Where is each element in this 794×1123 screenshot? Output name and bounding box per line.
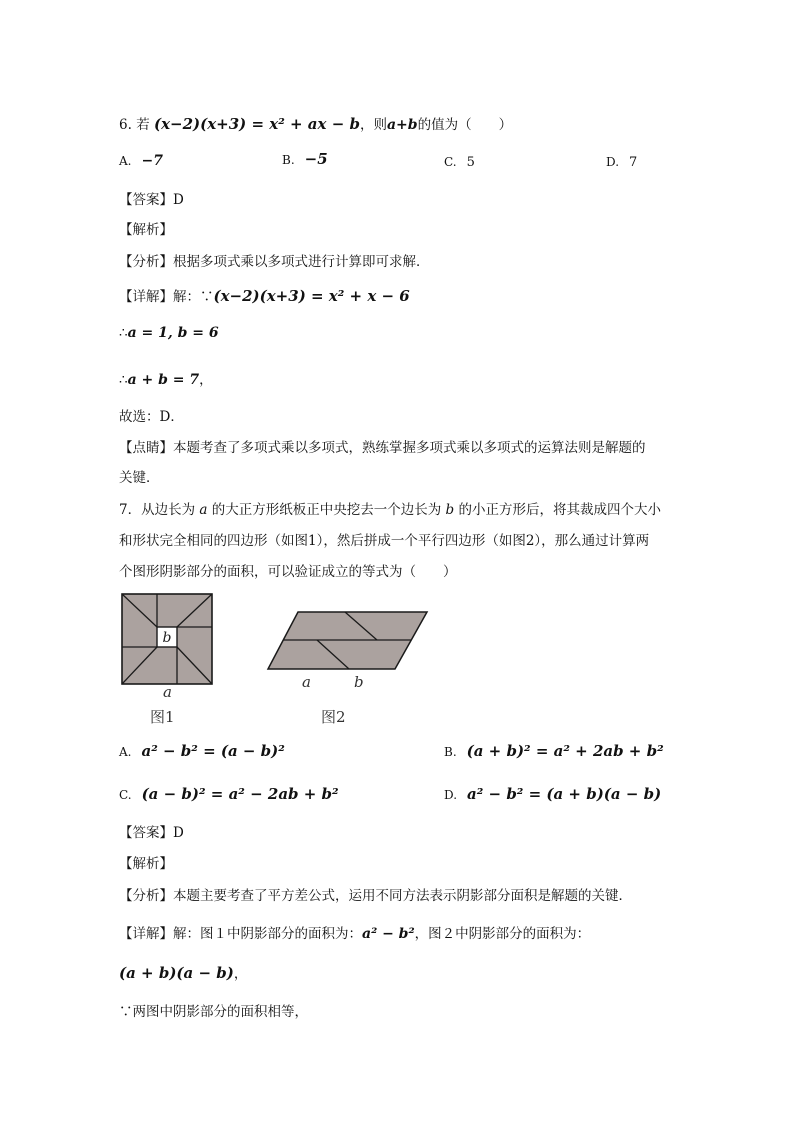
q7-xiangjie-2 — [119, 962, 247, 982]
q6-step2-eq: a = 1, b = 6 — [127, 325, 219, 341]
fig2-caption: 图2 — [321, 708, 346, 726]
q6-step3-eq: a + b = 7 — [127, 372, 200, 388]
q7-line2: 和形状完全相同的四边形（如图1），然后拼成一个平行四边形（如图2），那么通过计算两 — [119, 533, 650, 549]
q7-option-c-label: C. — [119, 788, 132, 802]
fig1-bottom-label: a — [163, 683, 172, 701]
q7-option-b-value: (a + b)² = a² + 2ab + b² — [466, 742, 664, 760]
q6-step3 — [119, 368, 213, 388]
q6-number: 6. — [119, 117, 132, 133]
q7-line1-a: 7．从边长为 — [119, 502, 196, 518]
q7-option-a-value: a² − b² = (a − b)² — [141, 742, 285, 760]
q7-line1 — [119, 498, 661, 518]
q6-dianjing-1: 【点睛】本题考查了多项式乘以多项式，熟练掌握多项式乘以多项式的运算法则是解题的 — [119, 440, 646, 456]
figure-2 — [265, 608, 431, 674]
q7-option-c — [119, 785, 339, 803]
q7-fenxi: 【分析】本题主要考查了平方差公式，运用不同方法表示阴影部分面积是解题的关键． — [119, 888, 632, 904]
q6-choose: 故选：D． — [119, 409, 184, 425]
q7-option-a — [119, 742, 285, 760]
q6-answer: 【答案】D — [119, 192, 184, 208]
q7-analysis-head: 【解析】 — [119, 856, 173, 872]
q7-option-d-label: D. — [444, 788, 458, 802]
q6-equation: (x−2)(x+3) = x² + ax − b — [153, 115, 360, 133]
q6-xiangjie-prefix: 【详解】解：∵ — [119, 289, 214, 305]
q6-option-d-label: D. — [606, 155, 620, 169]
q6-option-a — [119, 153, 163, 169]
q7-xiangjie-eq2-suffix: ， — [233, 966, 248, 982]
q6-option-b — [282, 150, 328, 168]
fig2-label-b: b — [354, 673, 364, 691]
q6-stem — [119, 113, 512, 133]
q6-target: a+b — [386, 117, 418, 133]
q6-option-b-value: −5 — [304, 150, 328, 168]
q7-option-b-label: B. — [444, 745, 457, 759]
q7-last: ∵两图中阴影部分的面积相等， — [119, 1004, 308, 1020]
q6-option-c — [444, 155, 475, 170]
q6-fenxi: 【分析】根据多项式乘以多项式进行计算即可求解． — [119, 254, 430, 270]
q7-xiangjie-mid: ，图２中阴影部分的面积为： — [414, 926, 591, 942]
q7-xiangjie-eq1: a² − b² — [362, 926, 415, 942]
q7-line1-c: 的小正方形后，将其裁成四个大小 — [458, 502, 661, 518]
q6-step2-prefix: ∴ — [119, 325, 128, 341]
fig1-caption: 图1 — [150, 708, 175, 726]
figure-1 — [118, 590, 218, 686]
q6-step3-suffix: ， — [199, 372, 213, 388]
fig2-label-a: a — [302, 673, 311, 691]
q6-analysis-head: 【解析】 — [119, 222, 173, 238]
q7-xiangjie — [119, 922, 590, 942]
q6-suffix: 的值为（ ） — [417, 117, 513, 133]
q7-option-a-label: A. — [119, 745, 132, 759]
q6-option-c-label: C. — [444, 155, 457, 169]
q6-mid: ，则 — [359, 117, 387, 133]
q6-xiangjie — [119, 285, 410, 305]
q6-option-b-label: B. — [282, 153, 295, 167]
q7-option-b — [444, 742, 664, 760]
q7-xiangjie-prefix: 【详解】解：图１中阴影部分的面积为： — [119, 926, 362, 942]
q7-option-d-value: a² − b² = (a + b)(a − b) — [467, 785, 662, 803]
q7-line1-b: 的大正方形纸板正中央挖去一个边长为 — [211, 502, 442, 518]
q7-var-a: a — [199, 502, 208, 518]
q7-line3: 个图形阴影部分的面积，可以验证成立的等式为（ ） — [119, 564, 457, 580]
q7-var-b: b — [445, 502, 455, 518]
q7-option-c-value: (a − b)² = a² − 2ab + b² — [141, 785, 339, 803]
q6-step3-prefix: ∴ — [119, 372, 128, 388]
q6-step2 — [119, 325, 219, 341]
q7-answer: 【答案】D — [119, 825, 184, 841]
q6-option-c-value: 5 — [466, 155, 475, 170]
q6-dianjing-2: 关键． — [119, 470, 160, 486]
q6-option-a-value: −7 — [141, 153, 163, 169]
q6-option-d — [606, 155, 637, 170]
q7-xiangjie-eq2: (a + b)(a − b) — [119, 964, 234, 982]
q6-option-d-value: 7 — [629, 155, 638, 170]
q7-option-d — [444, 785, 661, 803]
q6-xiangjie-eq: (x−2)(x+3) = x² + x − 6 — [213, 287, 410, 305]
q6-option-a-label: A. — [119, 154, 132, 168]
q6-prefix: 若 — [136, 117, 150, 133]
fig1-inner-label: b — [162, 630, 172, 646]
